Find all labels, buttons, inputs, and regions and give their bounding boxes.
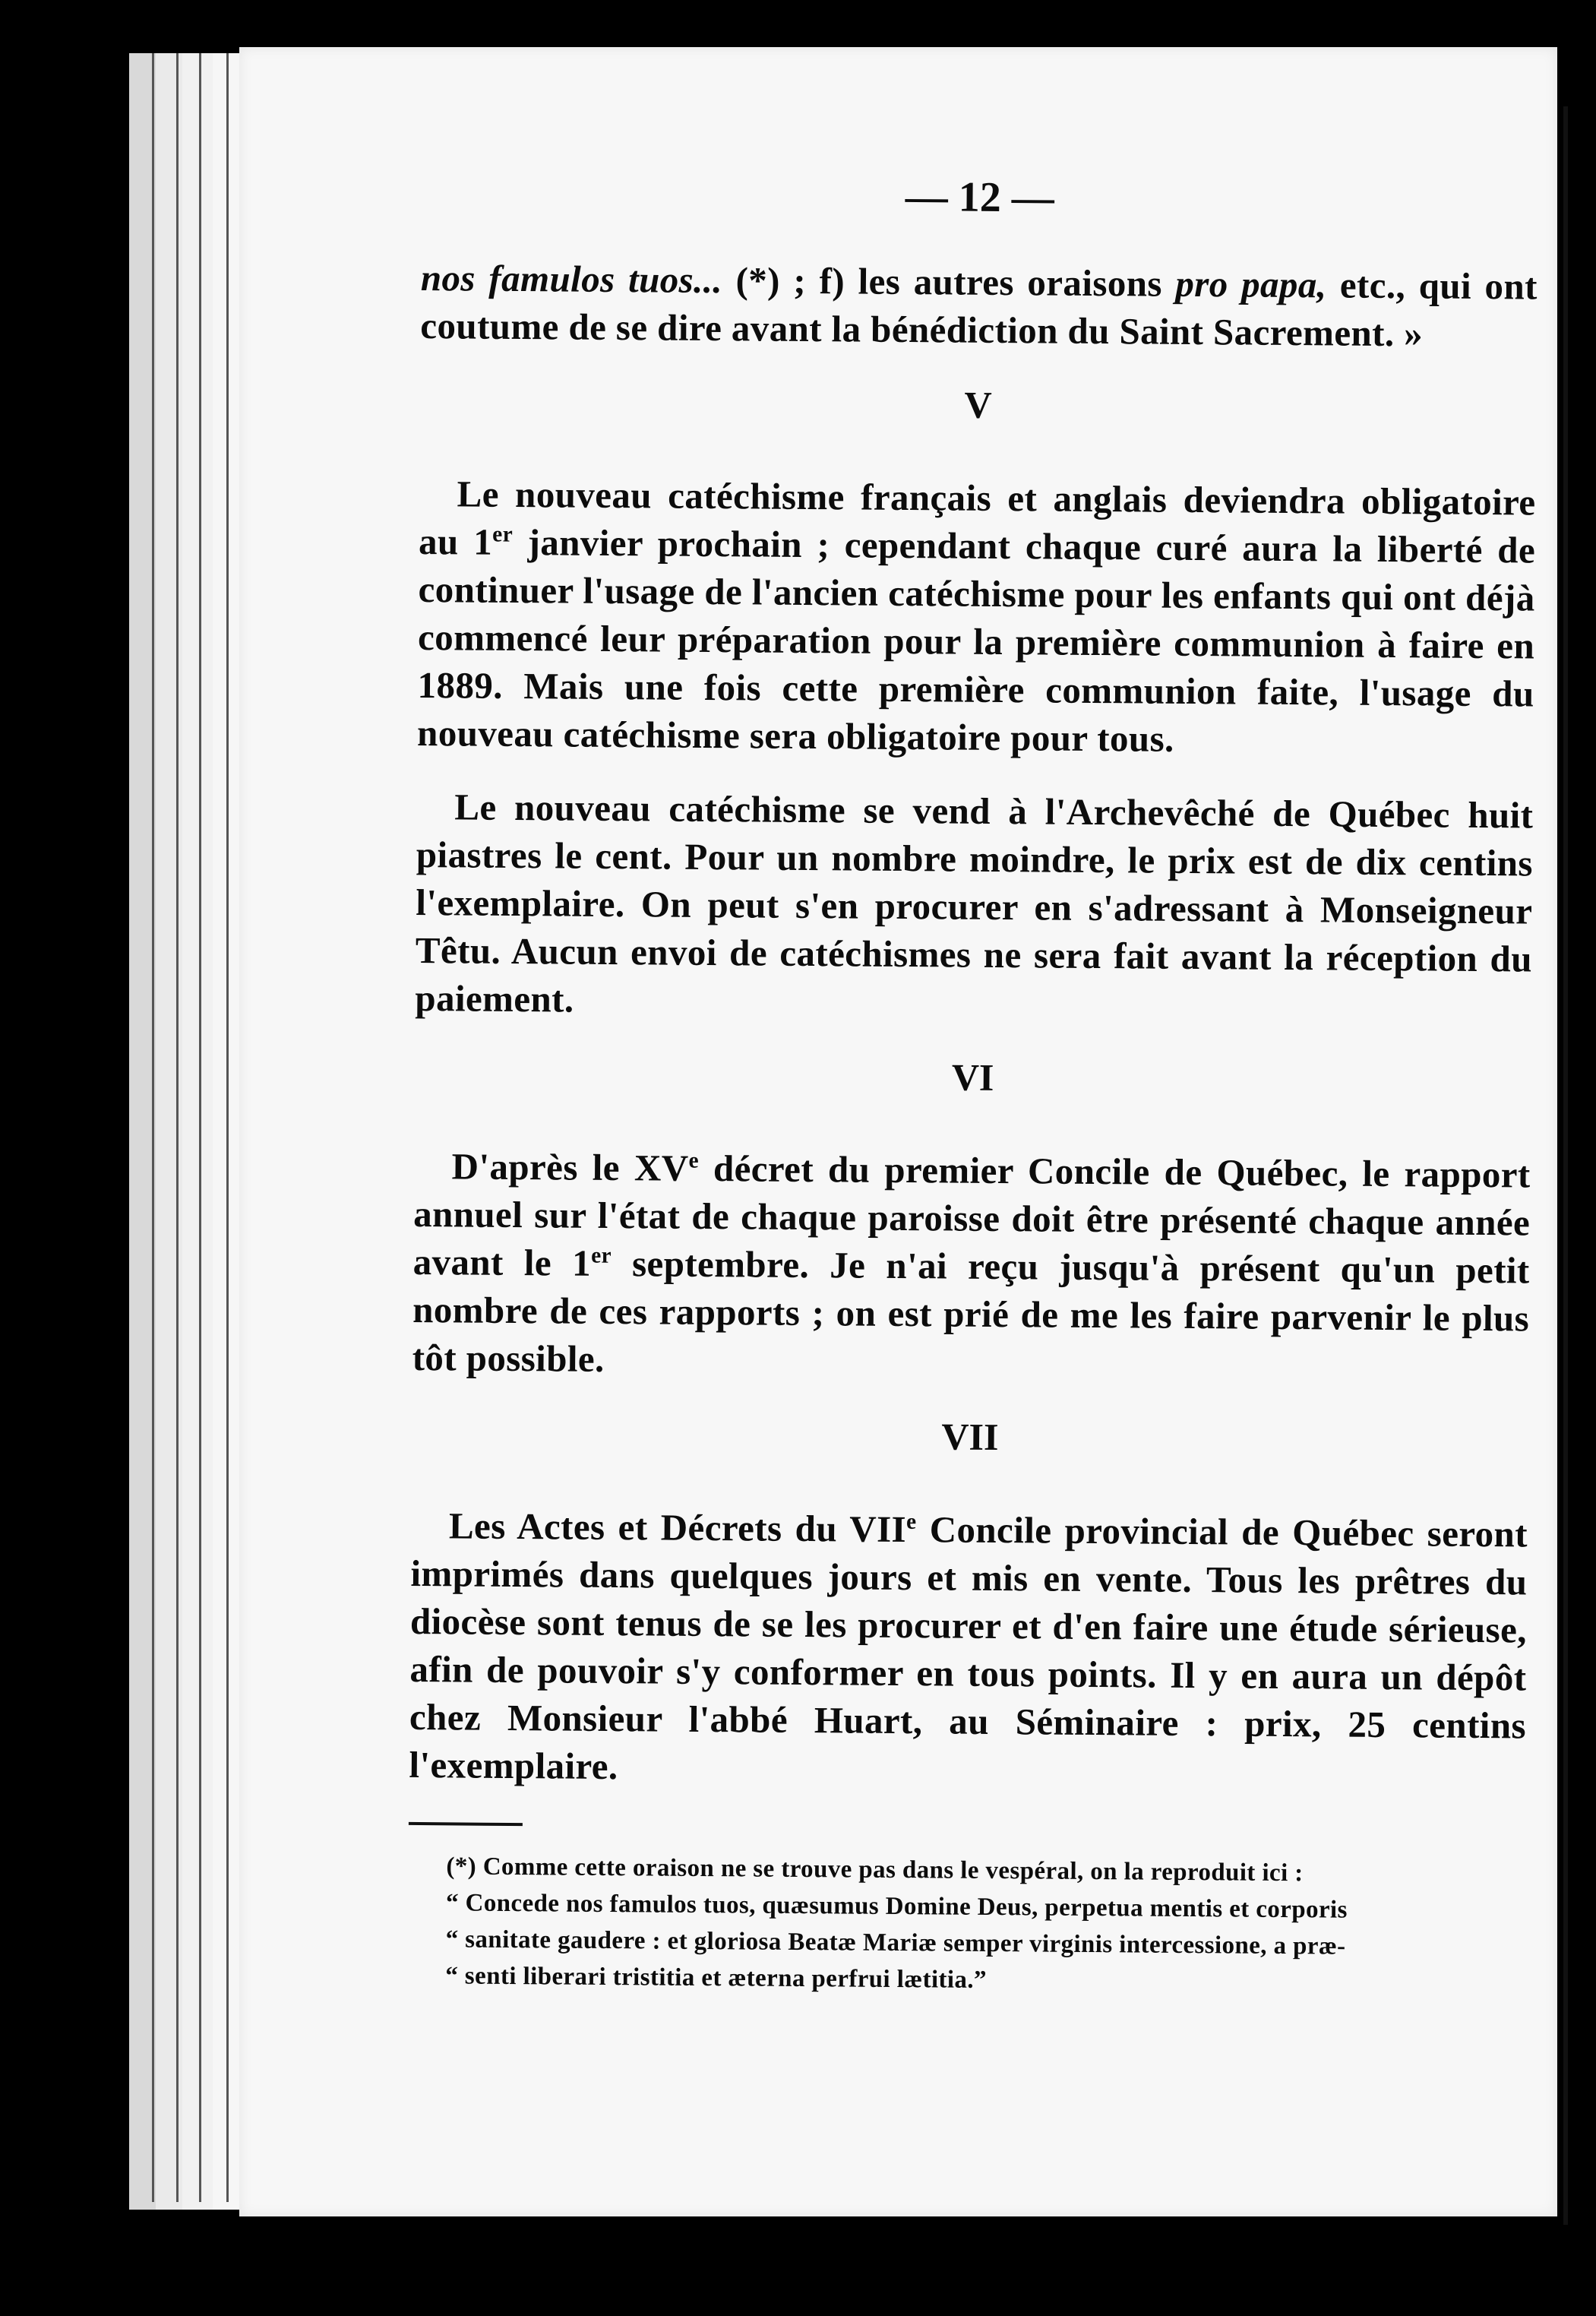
page-edge-line — [152, 53, 154, 2202]
footnote-line: “ senti liberari tristitia et æterna perfrui lætitia.” — [445, 1962, 988, 1994]
section-vi-paragraph — [412, 1142, 1530, 1391]
section-heading-vii: VII — [941, 1415, 999, 1459]
section-v-paragraph-2: Le nouveau catéchisme se vend à l'Archevêché de Québec huit piastres le cent. Pour un nombre moindre, le prix est de dix centins l'exemplaire. On peut s'en procurer en s'adressant à Monseigneur Têtu. Aucun envoi de catéchismes ne sera fait avant la réception du paiement. — [415, 786, 1534, 1020]
section-heading-vi: VI — [951, 1055, 994, 1099]
section-vii-paragraph — [409, 1501, 1528, 1798]
paragraph-text: septembre. Je n'ai reçu jusqu'à présent qu'un petit nombre de ces rapports ; on est prié de me les faire parvenir le plus tôt possible. — [412, 1242, 1530, 1380]
page-edge-line — [176, 53, 179, 2202]
page-right-shadow — [1563, 106, 1568, 2225]
footnote-line: (*) Comme cette oraison ne se trouve pas dans le vespéral, on la reproduit ici : — [446, 1852, 1304, 1887]
intro-text: etc., qui ont coutume de se dire avant la bénédiction du Saint Sacrement. » — [420, 264, 1538, 355]
page-content — [407, 169, 1538, 2002]
ordinal-superscript: e — [688, 1148, 700, 1173]
page-edge-line — [226, 53, 229, 2202]
section-heading-v: V — [964, 383, 992, 426]
paragraph-text: janvier prochain ; cependant chaque curé aura la liberté de continuer l'usage de l'ancien catéchisme pour les enfants qui ont déjà commencé leur préparation pour la première communion à faire en 1889. Mais une fois cette première communion faite, l'usage du nouveau catéchisme sera obligatoire pour tous. — [416, 520, 1536, 760]
footnote-rule — [409, 1822, 523, 1826]
intro-text: (*) ; f) les autres oraisons — [722, 259, 1176, 305]
latin-phrase: nos famulos tuos... — [420, 256, 723, 302]
document-page — [239, 47, 1557, 2216]
page-edge-line — [199, 53, 201, 2202]
paragraph-text: Le nouveau catéchisme français et anglais deviendra obligatoire au 1 — [418, 473, 1536, 563]
section-v-paragraph-1 — [417, 470, 1536, 766]
latin-phrase: pro papa, — [1175, 262, 1327, 306]
paragraph-text: Concile provincial de Québec seront imprimés dans quelques jours et mis en vente. Tous les prêtres du diocèse sont tenus de se les procurer et d'en faire une étude sérieuse, afin de pouvoir s'y conformer en tous points. Il y en aura un dépôt chez Monsieur l'abbé Huart, au Séminaire : prix, 25 centins l'exemplaire. — [409, 1508, 1528, 1788]
ordinal-superscript: er — [591, 1243, 612, 1268]
page-number: — 12 — — [905, 173, 1054, 222]
paragraph-text: décret du premier Concile de Québec, le rapport annuel sur l'état de chaque paroisse doit être présenté chaque année avant le 1 — [412, 1147, 1531, 1284]
footnote-text — [407, 1848, 1525, 2003]
footnote-line: “ Concede nos famulos tuos, quæsumus Domine Deus, perpetua mentis et corporis — [445, 1889, 1348, 1924]
paragraph-text: Les Actes et Décrets du VII — [448, 1504, 907, 1551]
ordinal-superscript: e — [905, 1509, 917, 1534]
paragraph-text: D'après le XV — [451, 1145, 689, 1189]
footnote — [407, 1848, 1525, 2003]
ordinal-superscript: er — [492, 522, 514, 547]
intro-paragraph — [420, 254, 1538, 359]
footnote-line: “ sanitate gaudere : et gloriosa Beatæ Mariæ semper virginis intercessione, a præ- — [445, 1925, 1346, 1960]
